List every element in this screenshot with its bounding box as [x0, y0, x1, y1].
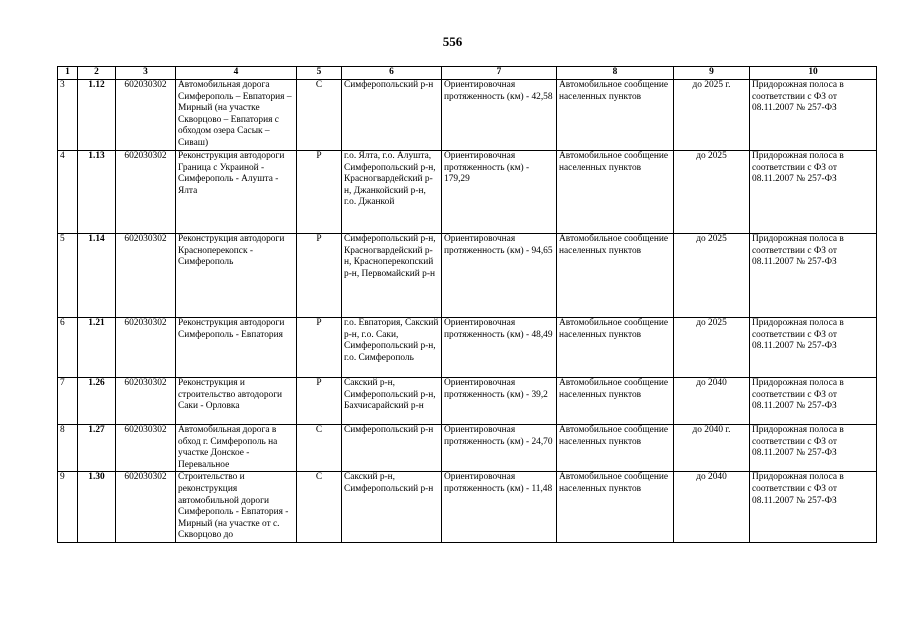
object-zone: Придорожная полоса в соответствии с ФЗ от 08.11.2007 № 257-ФЗ [750, 151, 877, 234]
object-status: С [297, 472, 342, 543]
object-purpose: Автомобильное сообщение населенных пунктов [557, 151, 674, 234]
table-row [58, 234, 877, 318]
object-number: 1.21 [78, 318, 116, 378]
object-code: 602030302 [116, 234, 176, 318]
table-row [58, 472, 877, 543]
road-registry-table [57, 66, 877, 543]
object-length: Ориентировочная протяженность (км) - 179,29 [442, 151, 557, 234]
header-cell: 5 [297, 67, 342, 80]
object-location: Симферопольский р-н, Красногвардейский р-н, Красноперекопский р-н, Первомайский р-н [342, 234, 442, 318]
object-zone: Придорожная полоса в соответствии с ФЗ от 08.11.2007 № 257-ФЗ [750, 378, 877, 425]
header-cell: 10 [750, 67, 877, 80]
table-row [58, 318, 877, 378]
object-length: Ориентировочная протяженность (км) - 42,58 [442, 80, 557, 151]
header-cell: 2 [78, 67, 116, 80]
page-number: 556 [442, 34, 463, 49]
row-index: 5 [58, 234, 78, 318]
object-deadline: до 2025 [674, 151, 750, 234]
object-status: С [297, 80, 342, 151]
column-number-row [58, 67, 877, 80]
object-purpose: Автомобильное сообщение населенных пунктов [557, 472, 674, 543]
object-code: 602030302 [116, 472, 176, 543]
object-location: г.о. Ялта, г.о. Алушта, Симферопольский р-н, Красногвардейский р-н, Джанкойский р-н, г.о. Джанкой [342, 151, 442, 234]
object-status: Р [297, 151, 342, 234]
object-status: С [297, 425, 342, 472]
object-deadline: до 2025 г. [674, 80, 750, 151]
row-index: 6 [58, 318, 78, 378]
object-location: Симферопольский р-н [342, 80, 442, 151]
object-status: Р [297, 318, 342, 378]
object-number: 1.13 [78, 151, 116, 234]
object-zone: Придорожная полоса в соответствии с ФЗ от 08.11.2007 № 257-ФЗ [750, 318, 877, 378]
table-row [58, 378, 877, 425]
object-name: Автомобильная дорога Симферополь – Евпатория – Мирный (на участке Скворцово – Евпатория с обходом озера Сасык – Сиваш) [176, 80, 297, 151]
object-length: Ориентировочная протяженность (км) - 11,48 [442, 472, 557, 543]
object-location: Сакский р-н, Симферопольский р-н [342, 472, 442, 543]
row-index: 7 [58, 378, 78, 425]
object-zone: Придорожная полоса в соответствии с ФЗ от 08.11.2007 № 257-ФЗ [750, 425, 877, 472]
object-name: Реконструкция и строительство автодороги Саки - Орловка [176, 378, 297, 425]
object-name: Реконструкция автодороги Красноперекопск - Симферополь [176, 234, 297, 318]
object-zone: Придорожная полоса в соответствии с ФЗ от 08.11.2007 № 257-ФЗ [750, 472, 877, 543]
header-cell: 1 [58, 67, 78, 80]
object-purpose: Автомобильное сообщение населенных пунктов [557, 318, 674, 378]
object-name: Автомобильная дорога в обход г. Симферополь на участке Донское - Перевальное [176, 425, 297, 472]
table-row [58, 80, 877, 151]
row-index: 4 [58, 151, 78, 234]
object-number: 1.12 [78, 80, 116, 151]
object-status: Р [297, 378, 342, 425]
row-index: 8 [58, 425, 78, 472]
object-length: Ориентировочная протяженность (км) - 24,70 [442, 425, 557, 472]
object-code: 602030302 [116, 80, 176, 151]
header-cell: 9 [674, 67, 750, 80]
object-length: Ориентировочная протяженность (км) - 94,65 [442, 234, 557, 318]
object-zone: Придорожная полоса в соответствии с ФЗ от 08.11.2007 № 257-ФЗ [750, 80, 877, 151]
object-number: 1.30 [78, 472, 116, 543]
row-index: 3 [58, 80, 78, 151]
row-index: 9 [58, 472, 78, 543]
header-cell: 8 [557, 67, 674, 80]
object-deadline: до 2040 [674, 378, 750, 425]
header-cell: 6 [342, 67, 442, 80]
object-purpose: Автомобильное сообщение населенных пунктов [557, 234, 674, 318]
object-purpose: Автомобильное сообщение населенных пунктов [557, 425, 674, 472]
object-location: Сакский р-н, Симферопольский р-н, Бахчисарайский р-н [342, 378, 442, 425]
object-status: Р [297, 234, 342, 318]
object-code: 602030302 [116, 318, 176, 378]
table-row [58, 425, 877, 472]
object-name: Реконструкция автодороги Граница с Украиной - Симферополь - Алушта - Ялта [176, 151, 297, 234]
object-number: 1.27 [78, 425, 116, 472]
object-name: Строительство и реконструкция автомобильной дороги Симферополь - Евпатория - Мирный (на участке от с. Скворцово до [176, 472, 297, 543]
object-length: Ориентировочная протяженность (км) - 48,49 [442, 318, 557, 378]
object-code: 602030302 [116, 425, 176, 472]
object-location: Симферопольский р-н [342, 425, 442, 472]
object-code: 602030302 [116, 151, 176, 234]
object-deadline: до 2040 [674, 472, 750, 543]
object-number: 1.26 [78, 378, 116, 425]
object-length: Ориентировочная протяженность (км) - 39,2 [442, 378, 557, 425]
object-deadline: до 2025 [674, 234, 750, 318]
object-name: Реконструкция автодороги Симферополь - Евпатория [176, 318, 297, 378]
header-cell: 3 [116, 67, 176, 80]
object-code: 602030302 [116, 378, 176, 425]
object-purpose: Автомобильное сообщение населенных пунктов [557, 80, 674, 151]
object-zone: Придорожная полоса в соответствии с ФЗ от 08.11.2007 № 257-ФЗ [750, 234, 877, 318]
header-cell: 7 [442, 67, 557, 80]
object-location: г.о. Евпатория, Сакский р-н, г.о. Саки, Симферопольский р-н, г.о. Симферополь [342, 318, 442, 378]
object-number: 1.14 [78, 234, 116, 318]
table-row [58, 151, 877, 234]
header-cell: 4 [176, 67, 297, 80]
object-deadline: до 2025 [674, 318, 750, 378]
object-deadline: до 2040 г. [674, 425, 750, 472]
object-purpose: Автомобильное сообщение населенных пунктов [557, 378, 674, 425]
